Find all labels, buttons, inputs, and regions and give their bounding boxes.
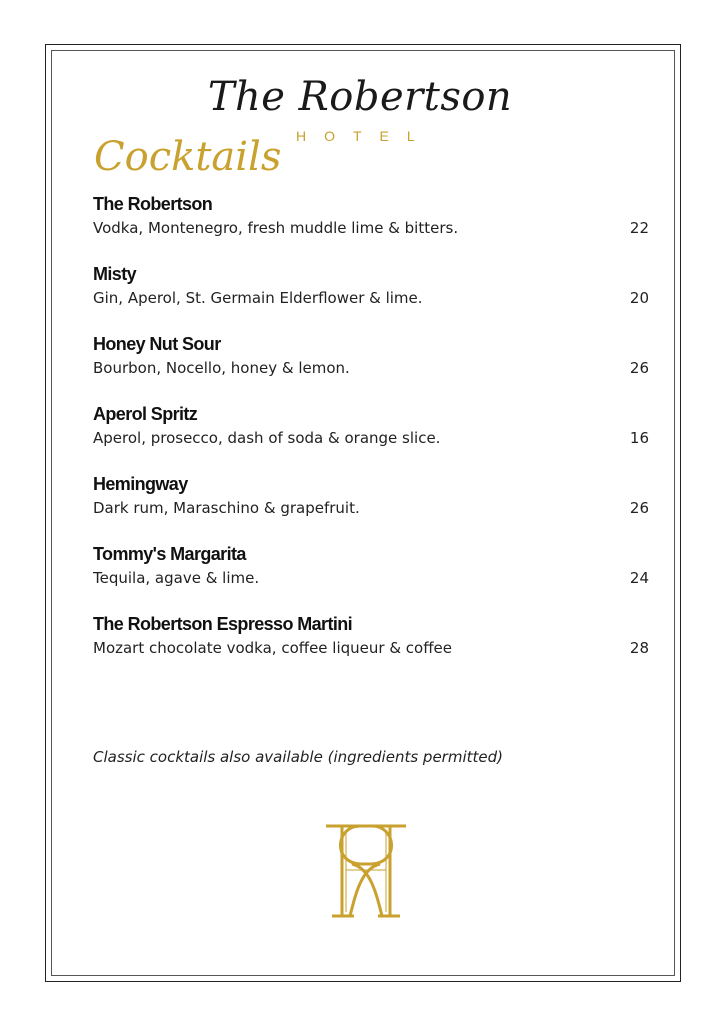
item-description: Aperol, prosecco, dash of soda & orange slice. xyxy=(93,429,441,447)
item-name: Tommy's Margarita xyxy=(93,544,246,564)
item-price: 22 xyxy=(629,219,649,237)
rr-monogram-icon xyxy=(312,818,420,924)
item-price: 28 xyxy=(629,639,649,657)
menu-item xyxy=(93,192,649,262)
item-price: 20 xyxy=(629,289,649,307)
cocktail-menu xyxy=(93,192,649,682)
item-name: Hemingway xyxy=(93,474,188,494)
footnote: Classic cocktails also available (ingredients permitted) xyxy=(93,748,503,766)
hotel-name: The Robertson xyxy=(207,74,513,120)
menu-item xyxy=(93,402,649,472)
item-price: 26 xyxy=(629,359,649,377)
item-description: Gin, Aperol, St. Germain Elderflower & lime. xyxy=(93,289,423,307)
item-name: Aperol Spritz xyxy=(93,404,198,424)
item-description: Vodka, Montenegro, fresh muddle lime & bitters. xyxy=(93,219,459,237)
item-description: Bourbon, Nocello, honey & lemon. xyxy=(93,359,350,377)
menu-item xyxy=(93,612,649,682)
item-name: Honey Nut Sour xyxy=(93,334,221,354)
item-description: Dark rum, Maraschino & grapefruit. xyxy=(93,499,360,517)
hotel-subtitle: HOTEL xyxy=(296,128,433,144)
item-price: 26 xyxy=(629,499,649,517)
menu-item xyxy=(93,332,649,402)
item-description: Mozart chocolate vodka, coffee liqueur & coffee xyxy=(93,639,453,657)
menu-item xyxy=(93,262,649,332)
item-price: 16 xyxy=(629,429,649,447)
item-name: Misty xyxy=(93,264,137,284)
item-name: The Robertson Espresso Martini xyxy=(93,614,353,634)
menu-item xyxy=(93,472,649,542)
menu-item xyxy=(93,542,649,612)
item-description: Tequila, agave & lime. xyxy=(93,569,260,587)
item-name: The Robertson xyxy=(93,194,213,214)
item-price: 24 xyxy=(629,569,649,587)
section-title: Cocktails xyxy=(94,134,282,180)
